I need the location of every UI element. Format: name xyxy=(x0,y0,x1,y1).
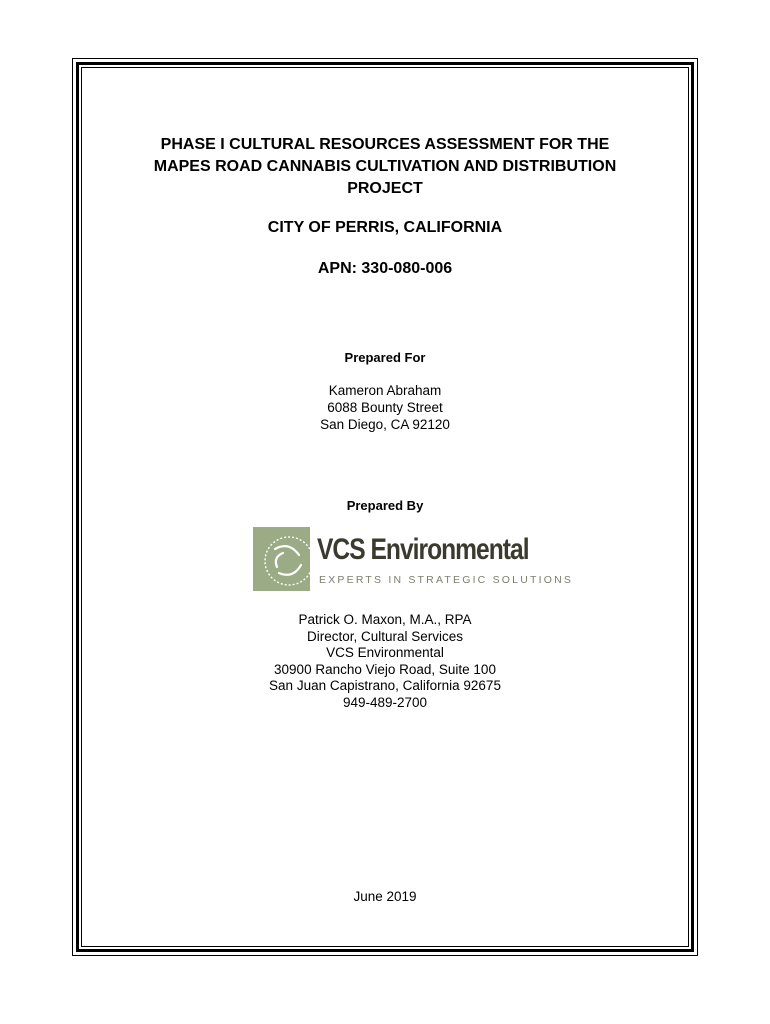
report-title-line: PROJECT xyxy=(347,180,423,197)
logo-company-name: VCS Environmental xyxy=(317,533,529,566)
cover-page xyxy=(81,67,689,947)
client-city: San Diego, CA 92120 xyxy=(320,417,450,432)
report-title-line: MAPES ROAD CANNABIS CULTIVATION AND DISTRIBUTION xyxy=(153,158,617,175)
client-address xyxy=(81,382,689,433)
logo-tagline: EXPERTS IN STRATEGIC SOLUTIONS xyxy=(319,574,574,586)
client-name: Kameron Abraham xyxy=(328,383,442,398)
project-city: CITY OF PERRIS, CALIFORNIA xyxy=(267,219,503,236)
author-name: Patrick O. Maxon, M.A., RPA xyxy=(298,612,472,627)
report-title-line: PHASE I CULTURAL RESOURCES ASSESSMENT FOR THE xyxy=(160,136,610,153)
author-title: Director, Cultural Services xyxy=(306,628,464,644)
author-city: San Juan Capistrano, California 92675 xyxy=(269,678,501,693)
author-company: VCS Environmental xyxy=(326,645,444,660)
prepared-for-label: Prepared For xyxy=(344,350,426,365)
author-street: 30900 Rancho Viejo Road, Suite 100 xyxy=(274,661,496,677)
vcs-environmental-logo xyxy=(253,527,574,591)
logo-swirl-icon xyxy=(253,527,310,591)
project-apn: APN: 330-080-006 xyxy=(317,260,453,277)
author-block xyxy=(81,612,689,711)
report-date: June 2019 xyxy=(353,889,417,904)
author-phone: 949-489-2700 xyxy=(342,694,428,710)
report-title xyxy=(81,134,689,200)
prepared-by-label: Prepared By xyxy=(346,498,424,513)
client-street: 6088 Bounty Street xyxy=(327,400,443,415)
